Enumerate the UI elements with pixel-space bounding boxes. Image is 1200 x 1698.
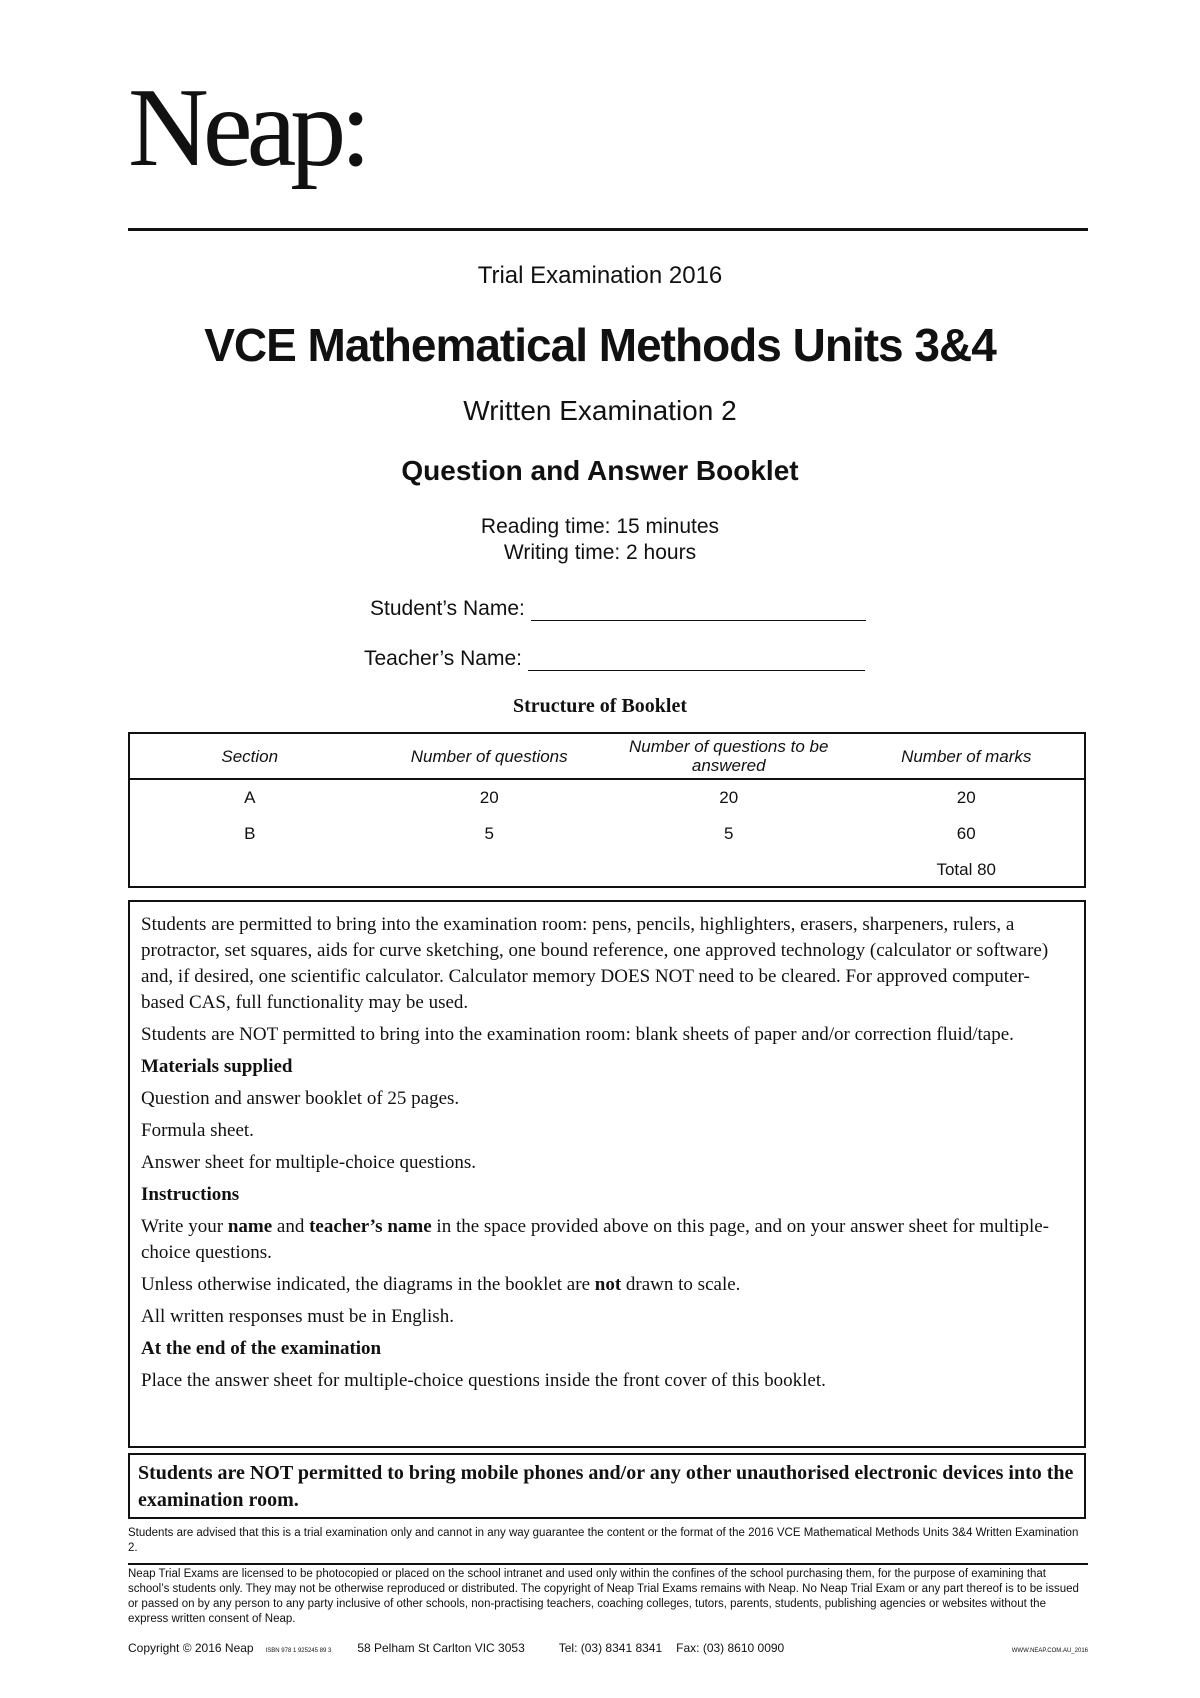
student-name-field[interactable] (531, 598, 866, 621)
instruction-scale: Unless otherwise indicated, the diagrams in the booklet are not drawn to scale. (141, 1274, 741, 1295)
license-note: Neap Trial Exams are licensed to be photocopied or placed on the school intranet and used only within the confines of the school purchasing them, for the purpose of examining that school’s students only. They may not be otherwise reproduced or distributed. The copyright of Neap Trial Exams remains with Neap. No Neap Trial Exam or any part thereof is to be issued or passed on by any person to any party inclusive of other schools, non-practising teachers, coaching colleges, tutors, parents, students, publishing agencies or websites without the express written consent of Neap. (128, 1568, 1079, 1625)
header-divider (128, 228, 1088, 231)
page-title: VCE Mathematical Methods Units 3&4 (204, 319, 996, 371)
material-item: Answer sheet for multiple-choice questions. (141, 1152, 477, 1173)
table-row (130, 779, 1084, 816)
materials-heading: Materials supplied (141, 1056, 293, 1077)
isbn: ISBN 978 1 925245 89 3 (265, 1648, 332, 1654)
telephone: Tel: (03) 8341 8341 (558, 1641, 663, 1655)
table-cell: 20 (956, 788, 976, 807)
writing-time: Writing time: 2 hours (503, 541, 697, 564)
fax: Fax: (03) 8610 0090 (676, 1641, 785, 1655)
permitted-text: Students are permitted to bring into the examination room: pens, pencils, highlighters, erasers, sharpeners, rulers, a protractor, set squares, aids for curve sketching, one bound reference, one approved technology (calculator or software) and, if desired, one scientific calculator. Calculator memory DOES NOT need to be cleared. For approved computer-based CAS, full functionality may be used. (141, 914, 1049, 1013)
reading-time: Reading time: 15 minutes (480, 515, 720, 538)
copyright: Copyright © 2016 Neap (128, 1641, 254, 1655)
table-cell: 20 (479, 788, 499, 807)
total-marks: Total 80 (936, 860, 997, 879)
table-cell: 20 (719, 788, 739, 807)
instruction-english: All written responses must be in English. (141, 1306, 454, 1327)
exam-line: Trial Examination 2016 (477, 262, 723, 289)
structure-table (128, 732, 1086, 888)
address: 58 Pelham St Carlton VIC 3053 (357, 1641, 525, 1655)
advisory-note: Students are advised that this is a trial examination only and cannot in any way guarantee the content or the format of the 2016 VCE Mathematical Methods Units 3&4 Written Examination 2. (128, 1527, 1079, 1554)
header-section: Section (130, 734, 369, 779)
teacher-name-row (364, 647, 865, 671)
student-name-row (370, 597, 866, 621)
end-heading: At the end of the examination (141, 1338, 382, 1359)
neap-logo: Neap: (128, 66, 366, 190)
instructions-box (128, 900, 1086, 1448)
instruction-name: Write your name and teacher’s name in the space provided above on this page, and on your answer sheet for multiple-choice questions. (141, 1216, 1049, 1263)
phones-warning: Students are NOT permitted to bring mobile phones and/or any other unauthorised electronic devices into the examination room. (128, 1453, 1086, 1519)
booklet-title: Question and Answer Booklet (401, 455, 799, 486)
table-cell: B (244, 824, 256, 843)
table-row (130, 816, 1084, 852)
table-cell: 5 (724, 824, 734, 843)
table-cell: 5 (484, 824, 494, 843)
table-header-row (130, 734, 1084, 779)
table-total-row (130, 852, 1084, 888)
table-cell: 60 (956, 824, 976, 843)
footer-divider (128, 1563, 1088, 1565)
student-name-label: Student’s Name: (370, 597, 525, 620)
header-marks: Number of marks (849, 734, 1085, 779)
teacher-name-field[interactable] (528, 648, 865, 671)
footer (128, 1641, 1088, 1657)
structure-title: Structure of Booklet (512, 695, 688, 717)
not-permitted-text: Students are NOT permitted to bring into the examination room: blank sheets of paper and/or correction fluid/tape. (141, 1024, 1014, 1045)
header-to-answer: Number of questions to be answered (609, 734, 849, 779)
material-item: Question and answer booklet of 25 pages. (141, 1088, 460, 1109)
header-questions: Number of questions (369, 734, 609, 779)
instructions-heading: Instructions (141, 1184, 240, 1205)
table-cell: A (244, 788, 256, 807)
material-item: Formula sheet. (141, 1120, 254, 1141)
teacher-name-label: Teacher’s Name: (364, 647, 522, 670)
end-text: Place the answer sheet for multiple-choice questions inside the front cover of this booklet. (141, 1370, 826, 1391)
exam-subtitle: Written Examination 2 (463, 395, 737, 426)
page-code: WWW.NEAP.COM.AU_2016 (1011, 1648, 1088, 1654)
